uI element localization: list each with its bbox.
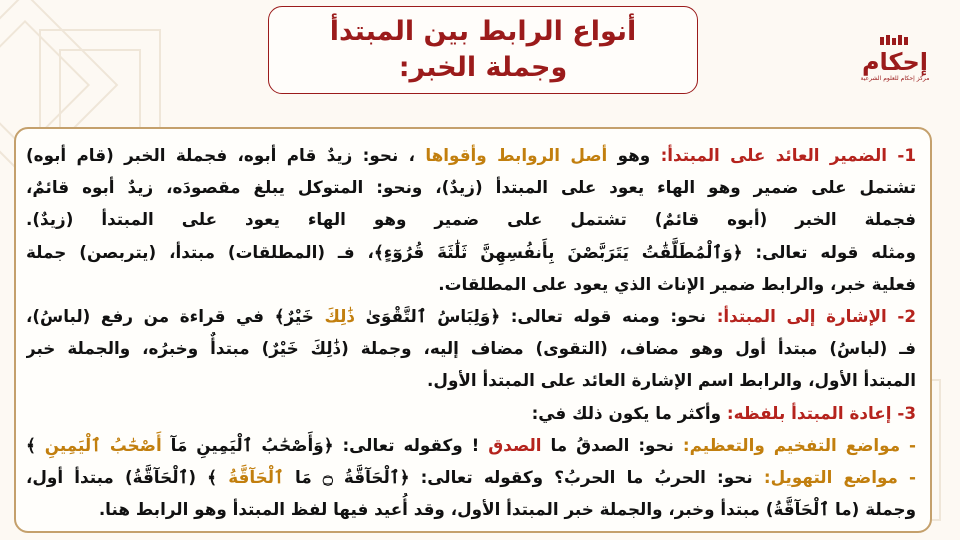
text-span: نحو: ومنه قوله تعالى: ﴿وَلِبَاسُ ٱلتَّقْوَىٰ [355, 305, 707, 326]
paragraph-line-10 [26, 429, 916, 461]
text-span: ﴾ (ٱلْحَآقَّةُ) مبتدأ أول، [26, 466, 218, 487]
highlight-span: أَصْحَٰبُ ٱلْيَمِينِ [44, 434, 162, 455]
content-box [14, 127, 932, 533]
paragraph-line-3: فجملة الخبر (أبوه قائمٌ) تشتمل على ضمير وهو الهاء يعود على المبتدأ (زيدٌ). [26, 209, 916, 230]
paragraph-line-4: ومثله قوله تعالى: ﴿وَٱلْمُطَلَّقَٰتُ يَتَرَبَّصْنَ بِأَنفُسِهِنَّ ثَلَٰثَةَ قُرُوٓءٍ﴾، فـ (المطلقات) مبتدأ، (يتربصن) جملة [26, 241, 916, 262]
section-heading-3: إعادة المبتدأ بلفظه: [726, 402, 892, 423]
logo-name: إحكام [861, 48, 929, 76]
highlight-span: ٱلْحَآقَّةُ [228, 466, 284, 487]
text-span: وهو [607, 145, 651, 165]
text-span: نحو: الصدقُ ما [541, 434, 674, 455]
paragraph-line-6 [26, 300, 916, 332]
text-span: ، نحو: زيدٌ قام أبوه، فجملة الخبر (قام أبوه) [26, 145, 416, 165]
title-line-2: وجملة الخبر: [398, 52, 568, 83]
logo-emblem-icon [880, 35, 910, 45]
paragraph-line-7: فـ (لباسُ) مبتدأ أول وهو مضاف، (التقوى) مضاف إليه، وجملة (ذَٰلِكَ خَيْرٌ) مبتدأٌ وخبرُه، والجملة خبر [26, 338, 916, 359]
section-number-1: 1- [897, 145, 916, 165]
logo [845, 30, 945, 90]
section-heading-2: الإشارة إلى المبتدأ: [716, 305, 887, 326]
text-span: وأكثر ما يكون ذلك في: [531, 402, 722, 423]
logo-subtitle: مركز إحكام للعلوم الشرعية [860, 75, 930, 82]
section-number-3: 3- [897, 402, 916, 423]
paragraph-line-2: تشتمل على ضمير وهو الهاء يعود على المبتدأ (زيدٌ)، ونحو: المتوكل يبلغ مقصودَه، زيدٌ أبوه قائمٌ، [26, 177, 916, 198]
paragraph-line-1 [26, 139, 916, 171]
text-span: خَيْرٌ﴾ في قراءة من رفع (لباسُ)، [26, 305, 314, 326]
highlight-span: الصدق [488, 434, 542, 455]
subheading-intimidation: - مواضع التهويل: [763, 466, 916, 487]
highlight-span: أصل الروابط وأقواها [425, 145, 608, 165]
text-span: ﴾ [26, 434, 36, 455]
paragraph-line-8: المبتدأ الأول، والرابط اسم الإشارة العائد على المبتدأ الأول. [427, 370, 916, 391]
paragraph-line-9 [26, 397, 916, 429]
subheading-glorification: - مواضع التفخيم والتعظيم: [682, 434, 916, 455]
highlight-span: ذَٰلِكَ [324, 305, 356, 326]
paragraph-line-11 [26, 461, 916, 493]
paragraph-line-5: فعلية خبر، والرابط ضمير الإناث الذي يعود على المطلقات. [438, 273, 916, 294]
title-box [268, 6, 698, 94]
section-number-2: 2- [897, 305, 916, 326]
text-span: نحو: الحربُ ما الحربُ؟ وكقوله تعالى: ﴿ٱلْحَآقَّةُ ۝ مَا [283, 466, 753, 487]
title-line-1: أنواع الرابط بين المبتدأ [329, 16, 637, 47]
section-heading-1: الضمير العائد على المبتدأ: [660, 145, 888, 165]
text-span: ! وكقوله تعالى: ﴿وَأَصْحَٰبُ ٱلْيَمِينِ مَآ [161, 434, 480, 455]
paragraph-line-12: وجملة (ما ٱلْحَآقَّةُ) مبتدأ وخبر، والجملة خبر المبتدأ الأول، وقد أُعيد فيها لفظ المبتدأ وهو الرابط هنا. [98, 499, 916, 520]
